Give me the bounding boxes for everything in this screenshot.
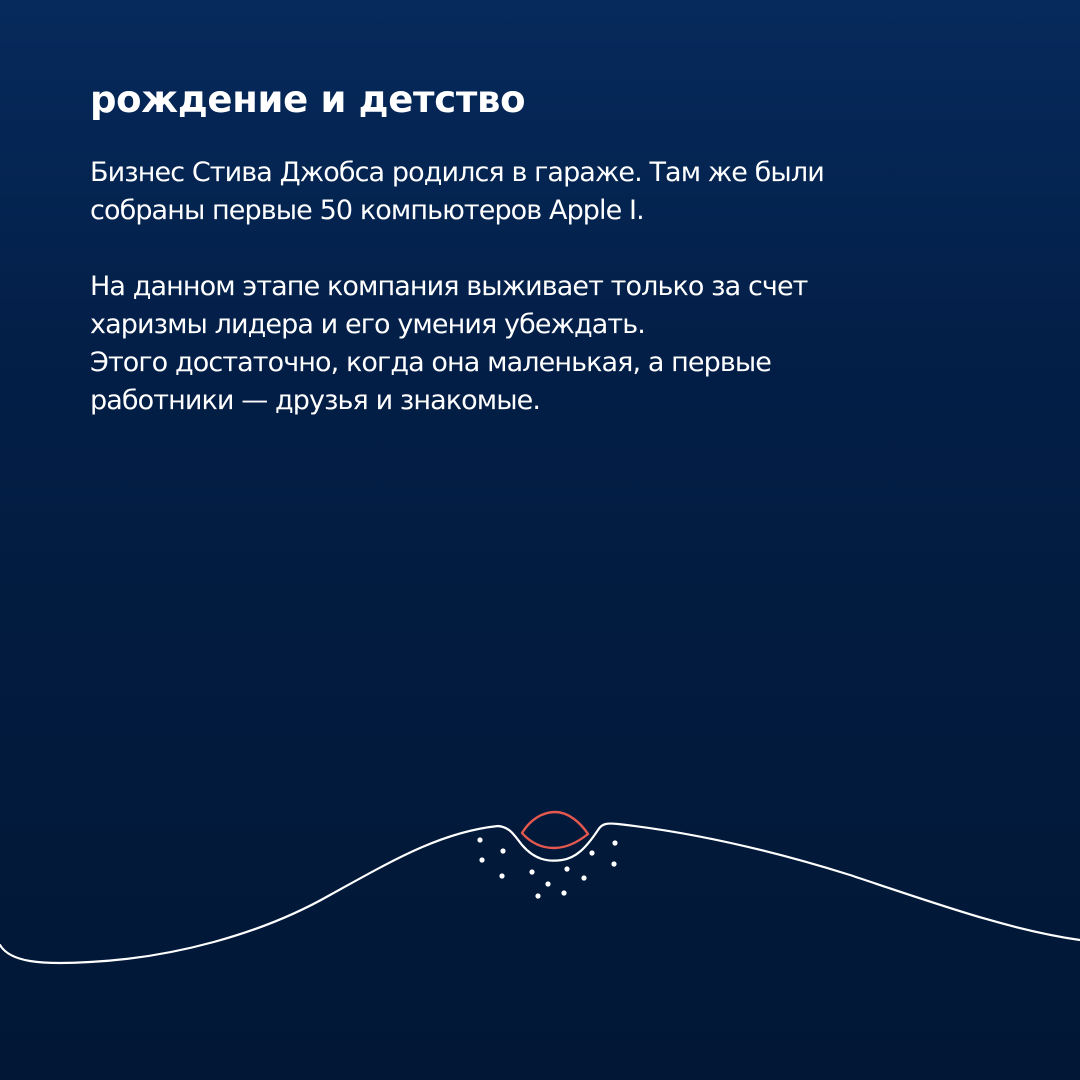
hill-illustration xyxy=(0,780,1080,1000)
paragraph-1 xyxy=(90,154,1020,230)
text-line: харизмы лидера и его умения убеждать. xyxy=(90,309,645,340)
text-line: Бизнес Стива Джобса родился в гараже. Там же были xyxy=(90,157,824,188)
text-line: работники — друзья и знакомые. xyxy=(90,385,541,416)
text-line: Этого достаточно, когда она маленькая, а первые xyxy=(90,347,772,378)
eye-shape-icon xyxy=(522,812,588,848)
text-line: собраны первые 50 компьютеров Apple I. xyxy=(90,195,644,226)
slide-heading: рождение и детство xyxy=(90,78,526,121)
body-text xyxy=(90,154,1020,420)
paragraph-2 xyxy=(90,268,1020,420)
text-line: На данном этапе компания выживает только за счет xyxy=(90,271,808,302)
